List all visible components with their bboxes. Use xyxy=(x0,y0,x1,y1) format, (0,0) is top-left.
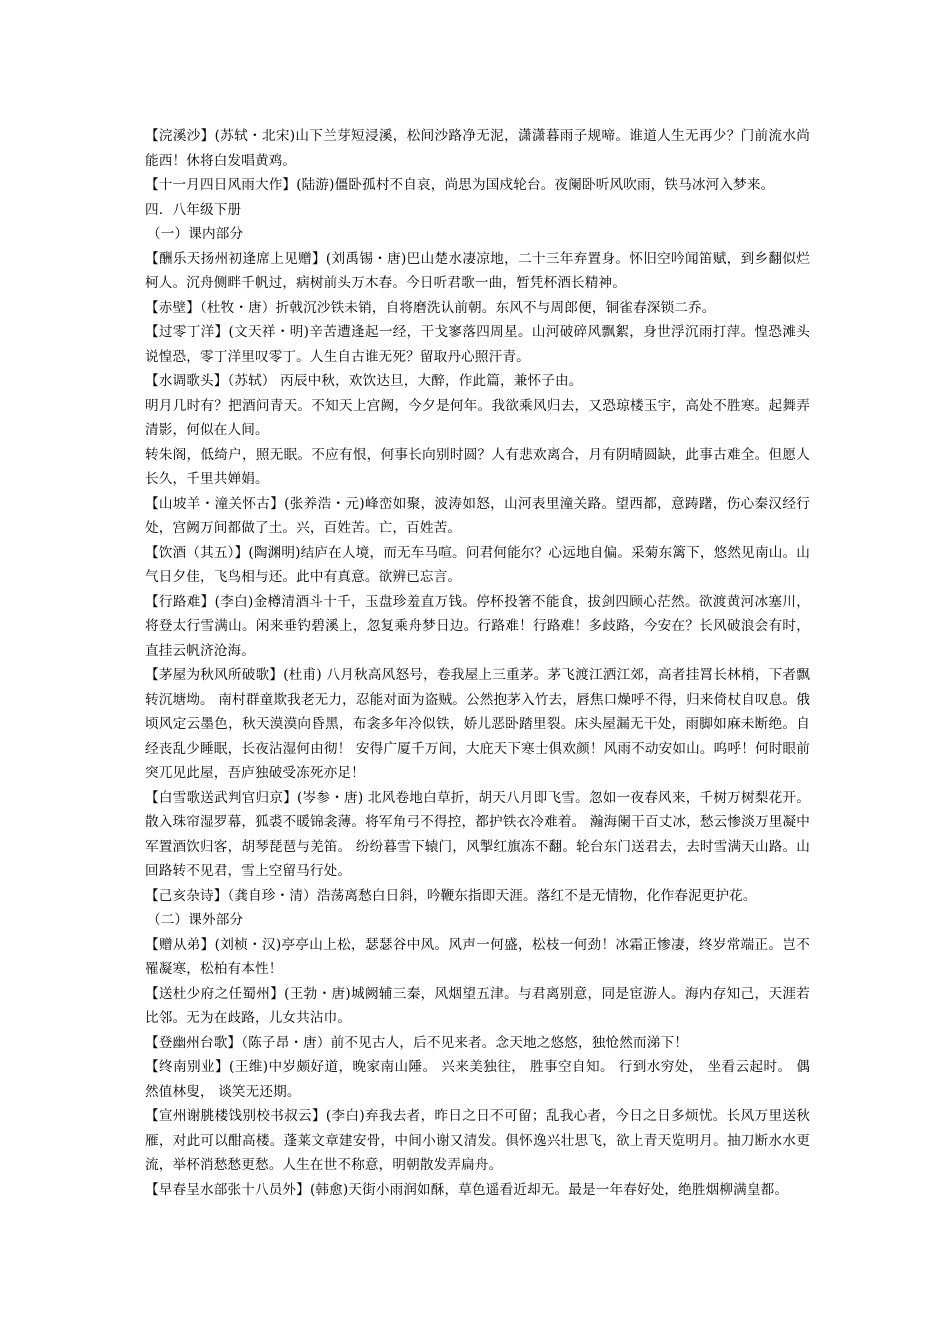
poem-text: (王勃・唐)城阙辅三秦，风烟望五津。与君离别意，同是宦游人。海内存知己，天涯若比邻。无为在歧路，儿女共沾巾。 xyxy=(145,985,810,1026)
poem-paragraph xyxy=(145,786,810,884)
poem-title: 【终南别业】 xyxy=(145,1059,230,1075)
poem-paragraph xyxy=(145,247,810,296)
poem-paragraph xyxy=(145,394,810,443)
poem-title: 【送杜少府之任蜀州】 xyxy=(145,985,285,1002)
poem-text: （陈子昂・唐）前不见古人，后不见来者。念天地之悠悠，独怆然而涕下！ xyxy=(241,1034,688,1051)
poem-text: (张养浩・元)峰峦如聚，波涛如怒，山河表里潼关路。望西都，意踌躇，伤心秦汉经行处，宫阙万间都做了土。兴，百姓苦。亡，百姓苦。 xyxy=(145,495,810,536)
poem-title: 【茅屋为秋风所破歌】 xyxy=(145,667,284,683)
poem-paragraph xyxy=(145,443,810,492)
poem-title: 【浣溪沙】 xyxy=(145,128,215,144)
poem-paragraph xyxy=(145,982,810,1031)
poem-text: (王维)中岁颇好道，晚家南山陲。 兴来美独往， 胜事空自知。 行到水穷处， 坐看云起时。 偶然值林叟， 谈笑无还期。 xyxy=(145,1059,811,1100)
poem-text: （杜牧・唐）折戟沉沙铁未销，自将磨洗认前朝。东风不与周郎便，铜雀春深锁二乔。 xyxy=(199,299,716,316)
poem-paragraph xyxy=(145,492,810,541)
poem-title: 【山坡羊・潼关怀古】 xyxy=(145,495,285,512)
poem-title: 【饮酒（其五）】 xyxy=(145,544,249,561)
poem-paragraph xyxy=(145,541,810,590)
poem-title: 【十一月四日风雨大作】 xyxy=(145,177,297,193)
poem-text: (苏轼・北宋)山下兰芽短浸溪，松间沙路净无泥，潇潇暮雨子规啼。谁道人生无再少？门前流水尚能西！休将白发唱黄鸡。 xyxy=(145,128,810,169)
poem-title: 【行路难】 xyxy=(145,593,215,610)
poem-title: 【水调歌头】 xyxy=(145,373,228,389)
poem-text: (李白)弃我去者，昨日之日不可留；乱我心者，今日之日多烦忧。长风万里送秋雁，对此可以酣高楼。蓬莱文章建安骨，中间小谢又清发。俱怀逸兴壮思飞，欲上青天览明月。抽刀断水水更流，举杯消愁愁更愁。人生在世不称意，明朝散发弄扁舟。 xyxy=(145,1108,810,1173)
poem-title: 【己亥杂诗】 xyxy=(145,887,228,904)
poem-text: （龚自珍・清）浩荡离愁白日斜，吟鞭东指即天涯。落红不是无情物，化作春泥更护花。 xyxy=(227,887,757,904)
poem-paragraph xyxy=(145,1031,810,1056)
poem-paragraph xyxy=(145,173,810,198)
poem-title: 【早春呈水部张十八员外】 xyxy=(145,1181,310,1198)
document-page xyxy=(145,124,810,1202)
poem-paragraph xyxy=(145,369,810,394)
poem-text: (韩愈)天街小雨润如酥，草色遥看近却无。最是一年春好处，绝胜烟柳满皇都。 xyxy=(309,1181,789,1198)
poem-title: 【白雪歌送武判官归京】 xyxy=(145,789,298,806)
poem-text: 转朱阁，低绮户，照无眠。不应有恨，何事长向别时圆？人有悲欢离合，月有阴晴圆缺，此事古难全。但愿人长久，千里共婵娟。 xyxy=(145,446,810,487)
poem-paragraph xyxy=(145,663,810,786)
subsection-heading-text: （一）课内部分 xyxy=(147,226,244,242)
poem-text: (李白)金樽清酒斗十千，玉盘珍羞直万钱。停杯投箸不能食，拔剑四顾心茫然。欲渡黄河冰塞川，将登太行雪满山。闲来垂钓碧溪上，忽复乘舟梦日边。行路难！行路难！多歧路，今安在？长风破浪会有时，直挂云帆济沧海。 xyxy=(145,593,810,659)
poem-text: (文天祥・明)辛苦遭逢起一经，干戈寥落四周星。山河破碎风飘絮，身世浮沉雨打萍。惶恐滩头说惶恐，零丁洋里叹零丁。人生自古谁无死？留取丹心照汗青。 xyxy=(145,324,810,365)
subsection-heading-text: （二）课外部分 xyxy=(147,912,244,928)
poem-text: (刘桢・汉)亭亭山上松，瑟瑟谷中风。风声一何盛，松枝一何劲！冰霜正惨凄，终岁常端正。岂不罹凝寒，松柏有本性！ xyxy=(145,936,810,977)
poem-paragraph xyxy=(145,124,810,173)
poem-paragraph xyxy=(145,1055,810,1104)
subsection-heading xyxy=(145,908,810,933)
poem-text: (陶渊明)结庐在人境，而无车马喧。问君何能尔？心远地自偏。采菊东篱下，悠然见南山。山气日夕佳，飞鸟相与还。此中有真意。欲辨已忘言。 xyxy=(145,544,810,585)
poem-text: (陆游)僵卧孤村不自哀，尚思为国戍轮台。夜阑卧听风吹雨，铁马冰河入梦来。 xyxy=(296,177,775,193)
poem-paragraph xyxy=(145,1178,810,1203)
poem-title: 【过零丁洋】 xyxy=(145,324,229,340)
poem-title: 【酬乐天扬州初逢席上见赠】 xyxy=(145,250,326,267)
poem-paragraph xyxy=(145,320,810,369)
subsection-heading xyxy=(145,222,810,247)
poem-paragraph xyxy=(145,296,810,321)
poem-paragraph xyxy=(145,590,810,664)
section-heading xyxy=(145,198,810,223)
poem-text: (杜甫) 八月秋高风怒号，卷我屋上三重茅。茅飞渡江洒江郊，高者挂罥长林梢，下者飘转沉塘坳。 南村群童欺我老无力，忍能对面为盗贼。公然抱茅入竹去，唇焦口燥呼不得，归来倚杖自叹息。俄顷风定云墨色，秋天漠漠向昏黑，布衾多年冷似铁，娇儿恶卧踏里裂。床头屋漏无干处，雨脚如麻未断绝。自经丧乱少睡眠，长夜沾湿何由彻！ 安得广厦千万间，大庇天下寒士俱欢颜！风雨不动安如山。呜呼！何时眼前突兀见此屋，吾庐独破受冻死亦足！ xyxy=(145,667,810,781)
poem-paragraph xyxy=(145,884,810,909)
poem-text: （苏轼） 丙辰中秋，欢饮达旦，大醉，作此篇，兼怀子由。 xyxy=(227,373,583,389)
poem-text: (岑参・唐) 北风卷地白草折，胡天八月即飞雪。忽如一夜春风来，千树万树梨花开。 散入珠帘湿罗幕，狐裘不暖锦衾薄。将军角弓不得控，都护铁衣冷难着。 瀚海阑干百丈冰，愁云惨淡万里凝中军置酒饮归客，胡琴琵琶与羌笛。 纷纷暮雪下辕门，风掣红旗冻不翻。轮台东门送君去，去时雪满天山路。山回路转不见君，雪上空留马行处。 xyxy=(145,789,810,879)
poem-text: 明月几时有？把酒问青天。不知天上宫阙，今夕是何年。我欲乘风归去，又恐琼楼玉宇，高处不胜寒。起舞弄清影，何似在人间。 xyxy=(145,397,810,438)
poem-text: (刘禹锡・唐)巴山楚水凄凉地，二十三年弃置身。怀旧空吟闻笛赋，到乡翻似烂柯人。沉舟侧畔千帆过，病树前头万木春。今日听君歌一曲，暂凭杯酒长精神。 xyxy=(145,250,810,291)
poem-title: 【登幽州台歌】 xyxy=(145,1034,242,1051)
poem-title: 【赠从弟】 xyxy=(145,936,215,953)
poem-title: 【宣州谢朓楼饯别校书叔云】 xyxy=(145,1108,326,1124)
poem-paragraph xyxy=(145,1104,810,1178)
poem-title: 【赤壁】 xyxy=(145,299,200,316)
poem-paragraph xyxy=(145,933,810,982)
section-heading-text: 四．八年级下册 xyxy=(145,201,242,218)
